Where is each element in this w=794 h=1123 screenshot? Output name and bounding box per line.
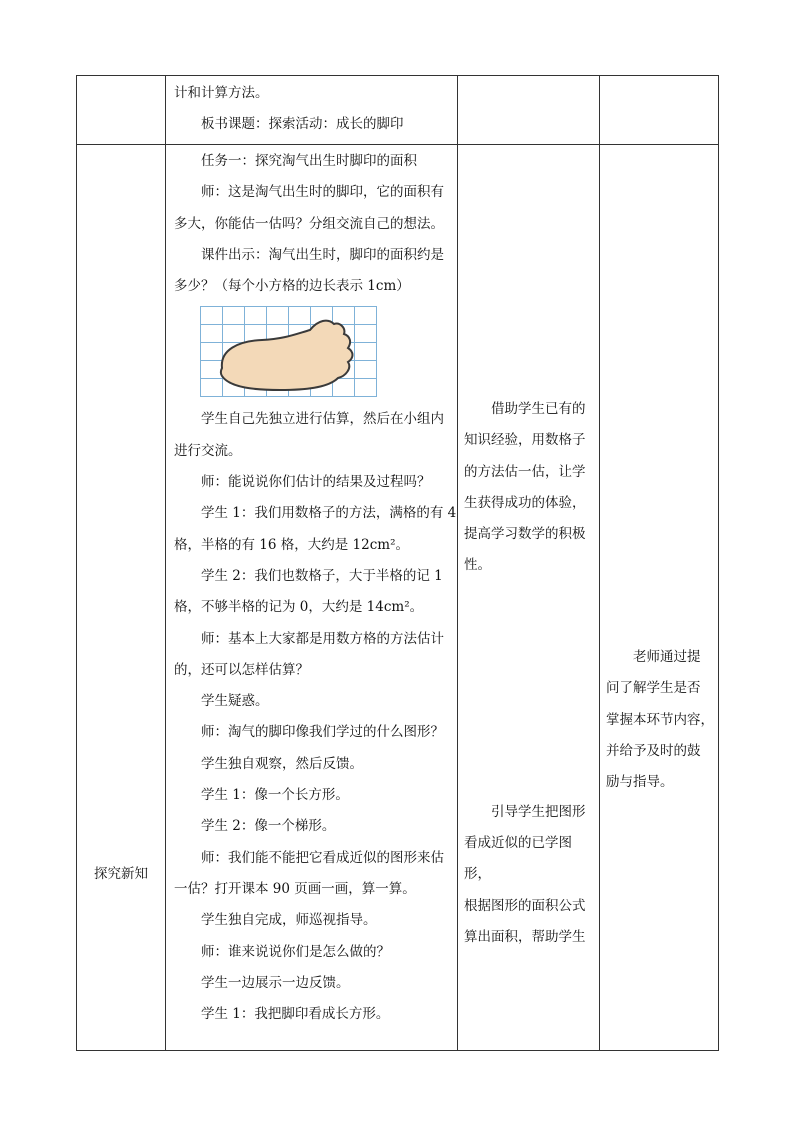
text-line: 并给予及时的鼓 — [606, 742, 701, 759]
text-line: 多大，你能估一估吗？分组交流自己的想法。 — [174, 215, 444, 232]
text-line: 老师通过提 — [633, 649, 701, 665]
footprint-grid-figure — [200, 306, 451, 400]
text-line: 师：谁来说说你们是怎么做的？ — [201, 943, 390, 960]
text-line: 根据图形的面积公式 — [464, 897, 586, 914]
text-line: 算出面积，帮助学生 — [464, 928, 586, 945]
text-line: 学生 1：像一个长方形。 — [201, 787, 349, 804]
content-cell — [166, 76, 458, 145]
text-line: 学生自己先独立进行估算，然后在小组内 — [201, 411, 444, 428]
text-line: 课件出示：淘气出生时，脚印的面积约是 — [201, 246, 444, 263]
text-line: 学生 1：我们用数格子的方法，满格的有 4 — [201, 505, 457, 522]
text-line: 励与指导。 — [606, 774, 674, 791]
text-line: 性。 — [464, 557, 491, 574]
evaluation-cell — [600, 76, 719, 145]
text-line: 一估？打开课本 90 页画一画，算一算。 — [174, 880, 416, 897]
text-line: 计和计算方法。 — [174, 85, 269, 101]
text-line: 看成近似的已学图形， — [464, 835, 572, 883]
text-line: 学生疑惑。 — [201, 693, 269, 710]
text-line: 师：基本上大家都是用数方格的方法估计 — [201, 630, 444, 647]
text-line: 师：淘气的脚印像我们学过的什么图形？ — [201, 724, 444, 741]
text-line: 学生独自观察，然后反馈。 — [201, 755, 363, 772]
text-line: 借助学生已有的 — [491, 401, 586, 417]
content-cell — [166, 145, 458, 1051]
text-line: 多少？（每个小方格的边长表示 1cm） — [174, 278, 410, 295]
text-line: 板书课题：探索活动：成长的脚印 — [201, 116, 404, 133]
text-line: 学生 1：我把脚印看成长方形。 — [201, 1006, 390, 1023]
text-line: 学生一边展示一边反馈。 — [201, 974, 350, 991]
text-line: 引导学生把图形 — [491, 803, 586, 820]
footprint-on-grid-image — [200, 306, 378, 398]
text-line: 问了解学生是否 — [606, 680, 701, 697]
text-line: 师：能说说你们估计的结果及过程吗？ — [201, 474, 431, 491]
text-line: 的，还可以怎样估算？ — [174, 661, 309, 678]
text-line: 任务一：探究淘气出生时脚印的面积 — [201, 153, 417, 169]
text-line: 格，不够半格的记为 0，大约是 14cm²。 — [174, 599, 424, 616]
design-intent-note — [458, 145, 599, 582]
table-row — [77, 76, 719, 145]
text-line: 知识经验，用数格子 — [464, 432, 586, 449]
text-line: 格，半格的有 16 格，大约是 12cm²。 — [174, 536, 410, 553]
evaluation-cell — [600, 145, 719, 1051]
section-cell — [77, 145, 166, 1051]
intent-cell — [458, 76, 600, 145]
text-line: 学生独自完成，师巡视指导。 — [201, 912, 377, 929]
text-line: 学生 2：像一个梯形。 — [201, 818, 336, 835]
lesson-plan-table — [76, 75, 719, 1051]
evaluation-note — [600, 145, 718, 798]
text-line: 生获得成功的体验， — [464, 494, 586, 511]
text-line: 师：这是淘气出生时的脚印，它的面积有 — [201, 184, 444, 201]
text-line: 进行交流。 — [174, 442, 242, 459]
table-row — [77, 145, 719, 1051]
text-line: 提高学习数学的积极 — [464, 526, 586, 543]
text-line: 师：我们能不能把它看成近似的图形来估 — [201, 849, 444, 866]
text-line: 学生 2：我们也数格子，大于半格的记 1 — [201, 567, 443, 584]
section-title: 探究新知 — [94, 866, 148, 882]
text-line: 掌握本环节内容， — [606, 711, 714, 728]
text-line: 的方法估一估，让学 — [464, 463, 586, 480]
section-cell — [77, 76, 166, 145]
intent-cell — [458, 145, 600, 1051]
design-intent-note — [458, 797, 599, 953]
